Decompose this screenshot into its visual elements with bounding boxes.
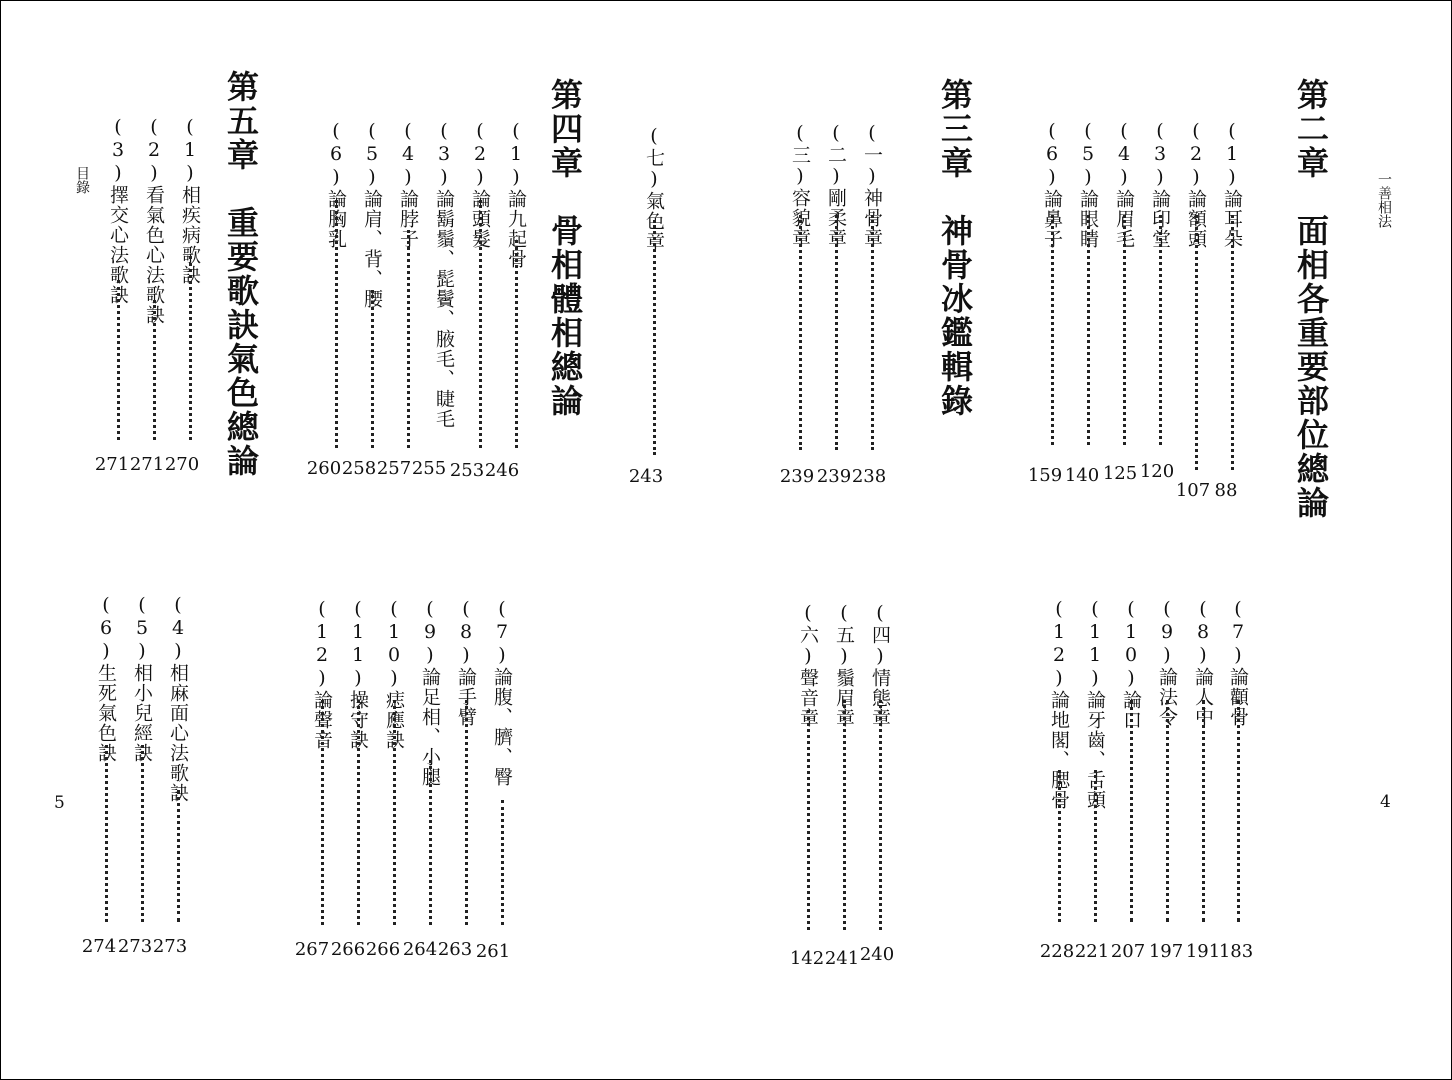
chapter2-item-page-number: 88 bbox=[1214, 480, 1238, 501]
chapter2-leader-dots bbox=[1094, 770, 1097, 922]
chapter2-leader-dots bbox=[1087, 215, 1090, 445]
chapter3-item-label: (四)情態章 bbox=[869, 602, 891, 728]
chapter3-item-label: (五)鬚眉章 bbox=[833, 602, 855, 728]
chapter5-leader-dots bbox=[141, 745, 144, 922]
chapter5-item-page-number: 273 bbox=[152, 936, 188, 957]
chapter5-item-page-number: 273 bbox=[117, 936, 153, 957]
chapter5-heading: 第五章 重要歌訣氣色總論 bbox=[222, 70, 260, 478]
chapter2-leader-dots bbox=[1166, 700, 1169, 922]
chapter2-item-label: (10)論口 bbox=[1120, 598, 1142, 730]
chapter3-item-label: (六)聲音章 bbox=[797, 602, 819, 728]
chapter3-leader-dots bbox=[843, 700, 846, 930]
chapter2-item-label: (7)論顴骨 bbox=[1227, 598, 1249, 727]
chapter4-item-page-number: 264 bbox=[402, 939, 438, 960]
chapter3-item-label: (二)剛柔章 bbox=[825, 122, 847, 248]
chapter5-item-label: (6)生死氣色訣 bbox=[95, 594, 117, 763]
chapter2-item-page-number: 159 bbox=[1027, 465, 1063, 486]
right-running-head: 一善相法 bbox=[1376, 172, 1392, 228]
chapter2-leader-dots bbox=[1237, 700, 1240, 922]
chapter2-item-page-number: 197 bbox=[1148, 941, 1184, 962]
chapter4-leader-dots bbox=[357, 700, 360, 925]
chapter2-item-page-number: 120 bbox=[1139, 461, 1175, 482]
chapter5-leader-dots bbox=[177, 790, 180, 922]
chapter2-item-page-number: 191 bbox=[1185, 941, 1221, 962]
chapter5-leader-dots bbox=[117, 280, 120, 440]
chapter4-item-label: (10)痣應訣 bbox=[383, 598, 405, 750]
chapter3-leader-dots bbox=[879, 700, 882, 930]
chapter4-item-label: (7)論腹、臍、臀 bbox=[491, 598, 513, 787]
chapter4-item-label: (4)論脖子 bbox=[397, 120, 419, 249]
chapter2-leader-dots bbox=[1123, 215, 1126, 445]
chapter3-leader-dots bbox=[653, 220, 656, 455]
chapter4-item-label: (8)論手臂 bbox=[455, 598, 477, 727]
chapter3-item-label: (三)容貌章 bbox=[789, 122, 811, 248]
chapter4-item-page-number: 255 bbox=[411, 458, 447, 479]
chapter3-item-page-number: 240 bbox=[859, 944, 895, 965]
chapter4-leader-dots bbox=[371, 290, 374, 448]
chapter2-heading: 第二章 面相各重要部位總論 bbox=[1292, 78, 1330, 520]
chapter2-item-page-number: 207 bbox=[1110, 941, 1146, 962]
chapter2-item-label: (3)論印堂 bbox=[1149, 120, 1171, 249]
chapter4-item-label: (6)論胸乳 bbox=[325, 120, 347, 249]
chapter5-leader-dots bbox=[189, 256, 192, 440]
chapter2-leader-dots bbox=[1202, 700, 1205, 922]
chapter2-leader-dots bbox=[1159, 215, 1162, 445]
chapter4-leader-dots bbox=[407, 230, 410, 448]
chapter5-item-page-number: 270 bbox=[164, 454, 200, 475]
chapter4-item-label: (9)論足相、小腿 bbox=[419, 598, 441, 787]
chapter2-leader-dots bbox=[1130, 700, 1133, 922]
chapter4-item-page-number: 266 bbox=[365, 939, 401, 960]
chapter2-item-label: (12)論地閣、腮骨 bbox=[1048, 598, 1070, 810]
chapter4-item-page-number: 266 bbox=[330, 939, 366, 960]
chapter5-item-label: (4)相麻面心法歌訣 bbox=[167, 594, 189, 803]
chapter2-item-label: (5)論眼睛 bbox=[1077, 120, 1099, 249]
chapter3-item-page-number: 142 bbox=[789, 948, 825, 969]
chapter3-item-page-number: 238 bbox=[851, 466, 887, 487]
chapter4-leader-dots bbox=[479, 200, 482, 448]
chapter2-leader-dots bbox=[1195, 215, 1198, 470]
chapter3-leader-dots bbox=[807, 710, 810, 930]
chapter3-item-page-number: 239 bbox=[816, 466, 852, 487]
chapter2-item-page-number: 228 bbox=[1039, 941, 1075, 962]
chapter5-item-page-number: 274 bbox=[81, 936, 117, 957]
chapter4-item-page-number: 246 bbox=[484, 460, 520, 481]
chapter3-item-label: (七)氣色章 bbox=[643, 125, 665, 251]
chapter4-item-label: (3)論鬍鬚、髭鬢、腋毛、睫毛 bbox=[433, 120, 455, 429]
chapter2-item-label: (1)論耳朵 bbox=[1221, 120, 1243, 249]
chapter5-item-page-number: 271 bbox=[94, 454, 130, 475]
chapter5-leader-dots bbox=[153, 300, 156, 440]
chapter4-item-page-number: 261 bbox=[475, 941, 511, 962]
chapter4-item-label: (12)論聲音 bbox=[311, 598, 333, 750]
chapter2-item-label: (4)論眉毛 bbox=[1113, 120, 1135, 249]
chapter2-item-page-number: 107 bbox=[1175, 480, 1211, 501]
chapter4-leader-dots bbox=[429, 760, 432, 925]
chapter2-item-page-number: 221 bbox=[1074, 941, 1110, 962]
chapter2-leader-dots bbox=[1051, 215, 1054, 445]
chapter2-leader-dots bbox=[1058, 770, 1061, 922]
chapter2-item-label: (9)論法令 bbox=[1156, 598, 1178, 727]
left-running-head: 目錄 bbox=[74, 166, 90, 194]
chapter4-item-page-number: 253 bbox=[449, 460, 485, 481]
chapter4-leader-dots bbox=[465, 700, 468, 925]
chapter4-leader-dots bbox=[321, 700, 324, 925]
chapter3-item-page-number: 241 bbox=[824, 948, 860, 969]
chapter4-item-label: (11)操守訣 bbox=[347, 598, 369, 750]
chapter4-item-page-number: 267 bbox=[294, 939, 330, 960]
chapter4-leader-dots bbox=[393, 700, 396, 925]
chapter4-heading: 第四章 骨相體相總論 bbox=[546, 78, 584, 418]
chapter4-item-label: (1)論九起骨 bbox=[505, 120, 527, 269]
chapter4-item-page-number: 263 bbox=[437, 939, 473, 960]
chapter4-item-page-number: 257 bbox=[376, 458, 412, 479]
chapter3-heading: 第三章 神骨冰鑑輯錄 bbox=[936, 78, 974, 418]
chapter4-item-page-number: 260 bbox=[306, 458, 342, 479]
chapter2-item-label: (8)論人中 bbox=[1192, 598, 1214, 727]
chapter5-item-label: (3)擇交心法歌訣 bbox=[107, 116, 129, 305]
chapter2-item-label: (11)論牙齒、舌頭 bbox=[1084, 598, 1106, 810]
chapter2-item-page-number: 140 bbox=[1064, 465, 1100, 486]
chapter2-item-label: (2)論額頭 bbox=[1185, 120, 1207, 249]
chapter3-leader-dots bbox=[835, 215, 838, 450]
chapter3-item-page-number: 243 bbox=[628, 466, 664, 487]
chapter5-item-page-number: 271 bbox=[129, 454, 165, 475]
chapter2-item-label: (6)論鼻子 bbox=[1041, 120, 1063, 249]
chapter5-item-label: (5)相小兒經訣 bbox=[131, 594, 153, 763]
chapter5-item-label: (1)相疾病歌訣 bbox=[179, 116, 201, 285]
chapter4-item-page-number: 258 bbox=[341, 458, 377, 479]
chapter5-leader-dots bbox=[105, 745, 108, 922]
chapter4-leader-dots bbox=[501, 800, 504, 925]
chapter2-leader-dots bbox=[1231, 215, 1234, 470]
chapter3-item-label: (一)神骨章 bbox=[861, 122, 883, 248]
chapter2-item-page-number: 183 bbox=[1218, 941, 1254, 962]
chapter4-leader-dots bbox=[515, 240, 518, 448]
chapter2-item-page-number: 125 bbox=[1102, 463, 1138, 484]
right-page-number: 4 bbox=[1380, 792, 1391, 812]
chapter3-leader-dots bbox=[799, 215, 802, 450]
chapter5-item-label: (2)看氣色心法歌訣 bbox=[143, 116, 165, 325]
chapter4-leader-dots bbox=[335, 200, 338, 448]
chapter4-item-label: (2)論頭髮 bbox=[469, 120, 491, 249]
chapter4-item-label: (5)論肩、背、腰 bbox=[361, 120, 383, 309]
chapter3-item-page-number: 239 bbox=[779, 466, 815, 487]
chapter3-leader-dots bbox=[871, 215, 874, 450]
left-page-number: 5 bbox=[54, 793, 65, 813]
